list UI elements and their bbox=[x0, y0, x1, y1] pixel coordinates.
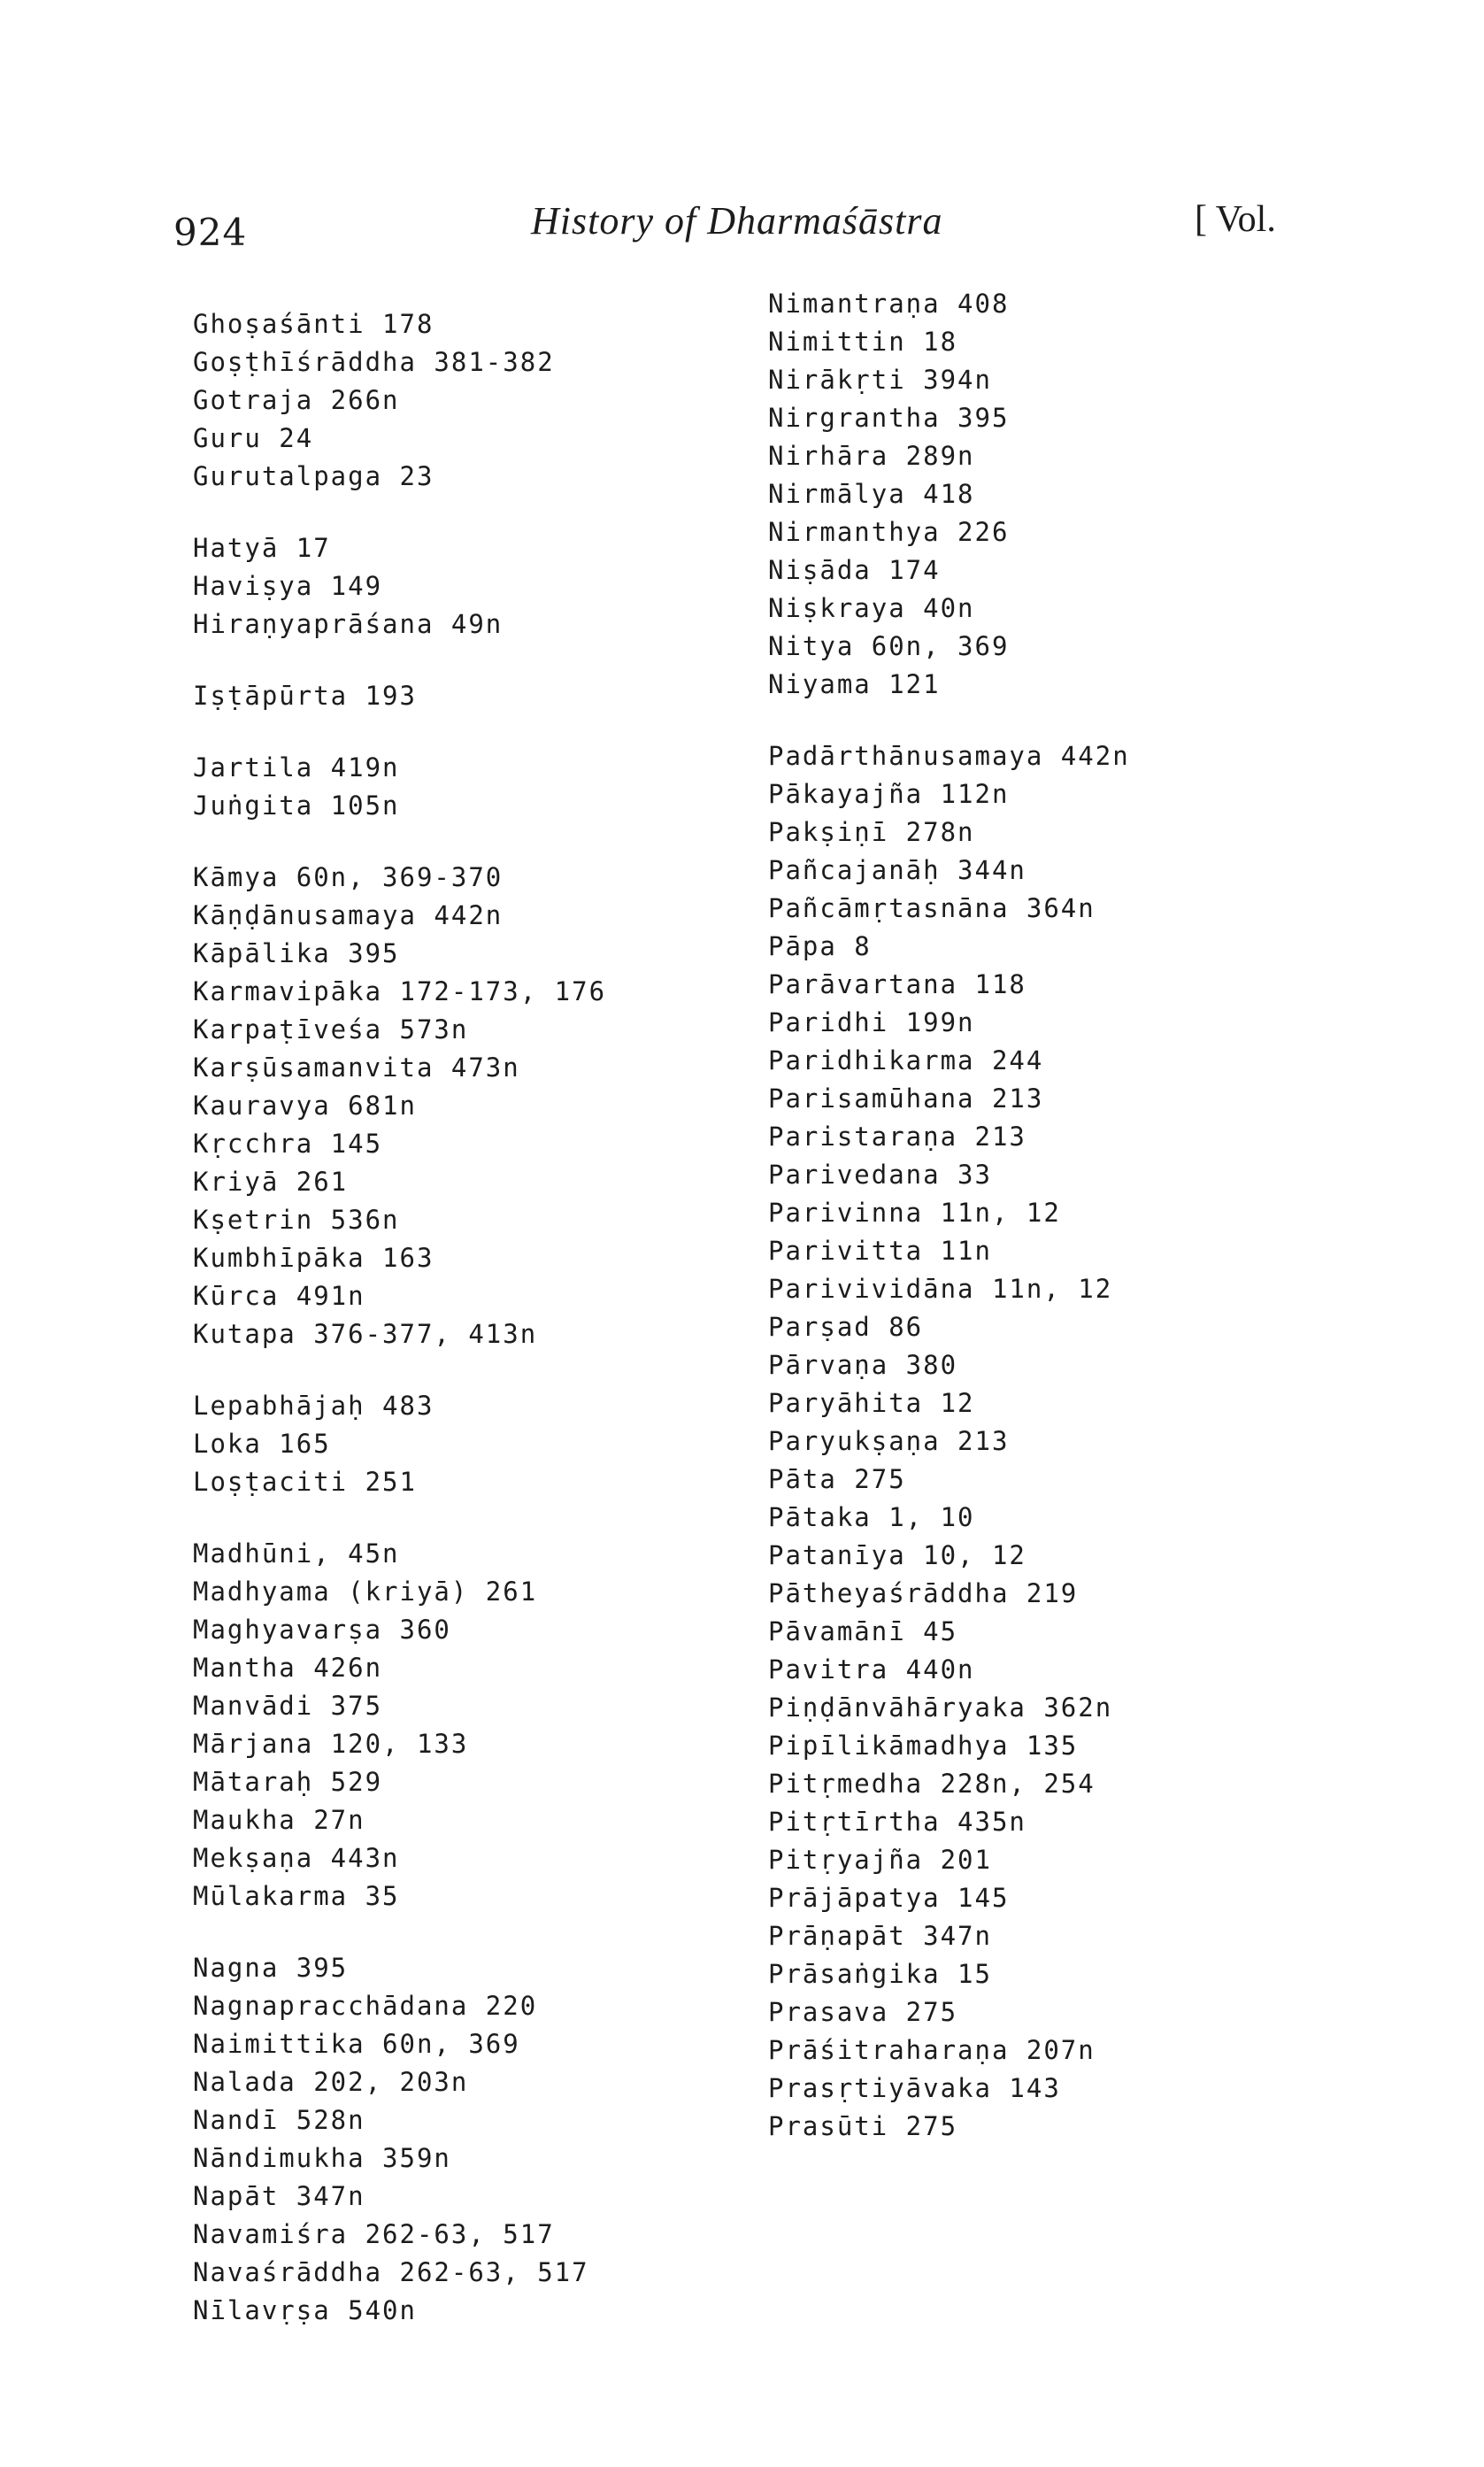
index-entry: Haviṣya 149 bbox=[193, 571, 383, 601]
index-entry: Mantha 426n bbox=[193, 1653, 383, 1683]
index-entry: Paridhi 199n bbox=[768, 1007, 975, 1037]
index-entry: Mūlakarma 35 bbox=[193, 1881, 400, 1911]
index-entry: Prāṇapāt 347n bbox=[768, 1921, 992, 1951]
index-entry: Loka 165 bbox=[193, 1429, 331, 1459]
index-entry: Niṣkraya 40n bbox=[768, 593, 975, 623]
index-entry: Nirākṛti 394n bbox=[768, 365, 992, 395]
index-entry: Parāvartana 118 bbox=[768, 969, 1026, 999]
index-entry: Madhyama (kriyā) 261 bbox=[193, 1577, 538, 1607]
index-letter-group bbox=[193, 529, 606, 644]
index-entry: Niyama 121 bbox=[768, 669, 941, 699]
index-entry: Pākayajña 112n bbox=[768, 779, 1010, 809]
index-entry: Maukha 27n bbox=[193, 1805, 365, 1835]
index-entry: Pārvaṇa 380 bbox=[768, 1350, 958, 1380]
index-letter-group bbox=[768, 737, 1130, 2146]
index-entry: Kṣetrin 536n bbox=[193, 1205, 400, 1235]
index-entry: Prājāpatya 145 bbox=[768, 1883, 1010, 1913]
index-entry: Nandī 528n bbox=[193, 2105, 365, 2135]
index-entry: Pañcajanāḥ 344n bbox=[768, 855, 1026, 885]
index-letter-group bbox=[193, 749, 606, 825]
index-entry: Karmavipāka 172-173, 176 bbox=[193, 976, 607, 1006]
index-entry: Ghoṣaśānti 178 bbox=[193, 309, 434, 339]
index-entry: Hatyā 17 bbox=[193, 533, 331, 563]
index-entry: Juṅgita 105n bbox=[193, 790, 400, 821]
index-entry: Nīlavṛṣa 540n bbox=[193, 2295, 417, 2325]
index-entry: Piṇḍānvāhāryaka 362n bbox=[768, 1692, 1113, 1723]
index-entry: Nirmanthya 226 bbox=[768, 517, 1010, 547]
index-letter-group bbox=[193, 1387, 606, 1501]
index-entry: Pitṛtīrtha 435n bbox=[768, 1807, 1026, 1837]
page-number: 924 bbox=[173, 211, 248, 254]
index-entry: Kāpālika 395 bbox=[193, 938, 400, 968]
index-entry: Nagna 395 bbox=[193, 1953, 349, 1983]
index-entry: Kriyā 261 bbox=[193, 1167, 349, 1197]
index-entry: Karṣūsamanvita 473n bbox=[193, 1052, 520, 1083]
volume-label: [ Vol. bbox=[1195, 199, 1276, 240]
index-entry: Parisamūhana 213 bbox=[768, 1083, 1044, 1114]
index-entry: Pitṛmedha 228n, 254 bbox=[768, 1769, 1096, 1799]
index-entry: Jartila 419n bbox=[193, 752, 400, 783]
index-entry: Pipīlikāmadhya 135 bbox=[768, 1731, 1079, 1761]
index-letter-group bbox=[193, 305, 606, 496]
index-entry: Prasava 275 bbox=[768, 1997, 958, 2027]
page-header bbox=[0, 198, 1484, 260]
index-entry: Pāta 275 bbox=[768, 1464, 906, 1494]
index-entry: Pātaka 1, 10 bbox=[768, 1502, 975, 1532]
index-entry: Pavitra 440n bbox=[768, 1654, 975, 1684]
index-entry: Kūrca 491n bbox=[193, 1281, 365, 1311]
index-entry: Patanīya 10, 12 bbox=[768, 1540, 1026, 1570]
index-entry: Nimittin 18 bbox=[768, 327, 958, 357]
index-entry: Pātheyaśrāddha 219 bbox=[768, 1578, 1079, 1608]
index-entry: Nirgrantha 395 bbox=[768, 403, 1010, 433]
index-entry: Hiraṇyaprāśana 49n bbox=[193, 609, 504, 639]
index-entry: Paryukṣaṇa 213 bbox=[768, 1426, 1010, 1456]
index-entry: Kumbhīpāka 163 bbox=[193, 1243, 434, 1273]
running-title: History of Dharmaśāstra bbox=[531, 199, 943, 243]
index-letter-group bbox=[193, 1949, 606, 2330]
index-entry: Gotraja 266n bbox=[193, 385, 400, 415]
index-entry: Madhūni, 45n bbox=[193, 1538, 400, 1569]
index-entry: Navamiśra 262-63, 517 bbox=[193, 2219, 555, 2249]
index-entry: Prasūti 275 bbox=[768, 2111, 958, 2141]
index-entry: Mārjana 120, 133 bbox=[193, 1729, 469, 1759]
index-entry: Kāmya 60n, 369-370 bbox=[193, 862, 504, 892]
index-entry: Naimittika 60n, 369 bbox=[193, 2029, 520, 2059]
index-entry: Goṣṭhīśrāddha 381-382 bbox=[193, 347, 555, 377]
index-entry: Paridhikarma 244 bbox=[768, 1045, 1044, 1075]
index-entry: Mātaraḥ 529 bbox=[193, 1767, 383, 1797]
index-entry: Guru 24 bbox=[193, 423, 314, 453]
index-entry: Parivitta 11n bbox=[768, 1236, 992, 1266]
index-letter-group bbox=[193, 1535, 606, 1916]
index-entry: Kauravya 681n bbox=[193, 1091, 417, 1121]
index-entry: Pañcāmṛtasnāna 364n bbox=[768, 893, 1096, 923]
index-entry: Iṣṭāpūrta 193 bbox=[193, 681, 417, 711]
index-entry: Nimantraṇa 408 bbox=[768, 289, 1010, 319]
index-entry: Nalada 202, 203n bbox=[193, 2067, 469, 2097]
index-entry: Paristaraṇa 213 bbox=[768, 1122, 1026, 1152]
index-entry: Prasṛtiyāvaka 143 bbox=[768, 2073, 1061, 2103]
index-entry: Nagnapracchādana 220 bbox=[193, 1991, 538, 2021]
index-letter-group bbox=[768, 285, 1130, 704]
index-entry: Parivividāna 11n, 12 bbox=[768, 1274, 1113, 1304]
index-letter-group bbox=[193, 859, 606, 1353]
index-entry: Prāśitraharaṇa 207n bbox=[768, 2035, 1096, 2065]
index-entry: Nirmālya 418 bbox=[768, 479, 975, 509]
index-entry: Pāpa 8 bbox=[768, 931, 872, 961]
index-entry: Manvādi 375 bbox=[193, 1691, 383, 1721]
index-entry: Kāṇḍānusamaya 442n bbox=[193, 900, 504, 930]
index-entry: Loṣṭaciti 251 bbox=[193, 1467, 417, 1497]
right-index-column bbox=[768, 285, 1130, 2179]
index-entry: Gurutalpaga 23 bbox=[193, 461, 434, 491]
index-entry: Napāt 347n bbox=[193, 2181, 365, 2211]
index-entry: Nāndimukha 359n bbox=[193, 2143, 451, 2173]
index-entry: Lepabhājaḥ 483 bbox=[193, 1391, 434, 1421]
index-entry: Prāsaṅgika 15 bbox=[768, 1959, 992, 1989]
index-entry: Kṛcchra 145 bbox=[193, 1129, 383, 1159]
index-entry: Pitṛyajña 201 bbox=[768, 1845, 992, 1875]
index-entry: Mekṣaṇa 443n bbox=[193, 1843, 400, 1873]
index-entry: Nitya 60n, 369 bbox=[768, 631, 1010, 661]
index-entry: Karpaṭīveśa 573n bbox=[193, 1014, 469, 1045]
index-entry: Paryāhita 12 bbox=[768, 1388, 975, 1418]
index-entry: Parivedana 33 bbox=[768, 1160, 992, 1190]
index-letter-group bbox=[193, 677, 606, 715]
index-entry: Navaśrāddha 262-63, 517 bbox=[193, 2257, 589, 2287]
left-index-column bbox=[193, 305, 606, 2363]
index-entry: Pakṣiṇī 278n bbox=[768, 817, 975, 847]
index-entry: Parivinna 11n, 12 bbox=[768, 1198, 1061, 1228]
index-entry: Padārthānusamaya 442n bbox=[768, 741, 1130, 771]
index-entry: Nirhāra 289n bbox=[768, 441, 975, 471]
index-entry: Kutapa 376-377, 413n bbox=[193, 1319, 538, 1349]
index-entry: Parṣad 86 bbox=[768, 1312, 924, 1342]
index-entry: Niṣāda 174 bbox=[768, 555, 941, 585]
index-entry: Maghyavarṣa 360 bbox=[193, 1615, 451, 1645]
index-entry: Pāvamānī 45 bbox=[768, 1616, 958, 1646]
